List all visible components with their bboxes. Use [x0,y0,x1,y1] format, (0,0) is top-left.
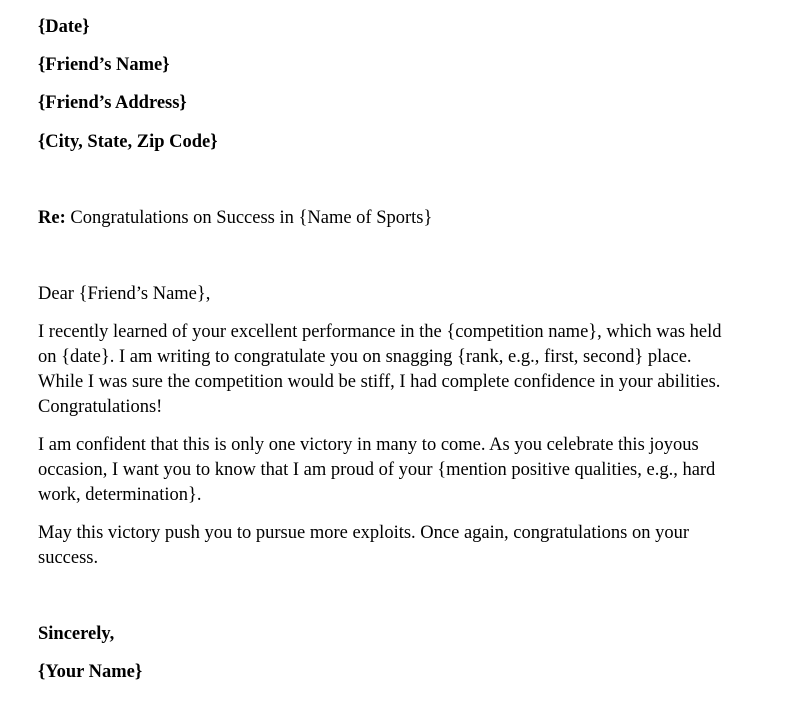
paragraph-line: I am confident that this is only one victory in many to come. As you celebrate this joyous [38,435,699,455]
paragraph-1 [38,320,783,420]
paragraph-line: success. [38,548,99,568]
subject-line [38,206,432,231]
salutation: Dear {Friend’s Name}, [38,284,211,304]
city-state-zip-placeholder: {City, State, Zip Code} [38,132,218,152]
paragraph-line: occasion, I want you to know that I am proud of your {mention positive qualities, e.g., hard [38,460,716,480]
paragraph-line: While I was sure the competition would be stiff, I had complete confidence in your abilities. [38,372,721,392]
paragraph-line: May this victory push you to pursue more exploits. Once again, congratulations on your [38,523,689,543]
closing: Sincerely, [38,624,115,644]
paragraph-line: work, determination}. [38,485,202,505]
subject-label: Re: [38,208,66,228]
paragraph-2 [38,433,783,508]
friend-address-placeholder: {Friend’s Address} [38,93,187,113]
paragraph-3 [38,521,783,571]
friend-name-placeholder: {Friend’s Name} [38,55,170,75]
paragraph-line: on {date}. I am writing to congratulate you on snagging {rank, e.g., first, second} place. [38,347,692,367]
signature-placeholder: {Your Name} [38,662,143,682]
subject-text: Congratulations on Success in {Name of Sports} [70,208,433,228]
paragraph-line: I recently learned of your excellent performance in the {competition name}, which was held [38,322,722,342]
date-placeholder: {Date} [38,17,90,37]
paragraph-line: Congratulations! [38,397,163,417]
